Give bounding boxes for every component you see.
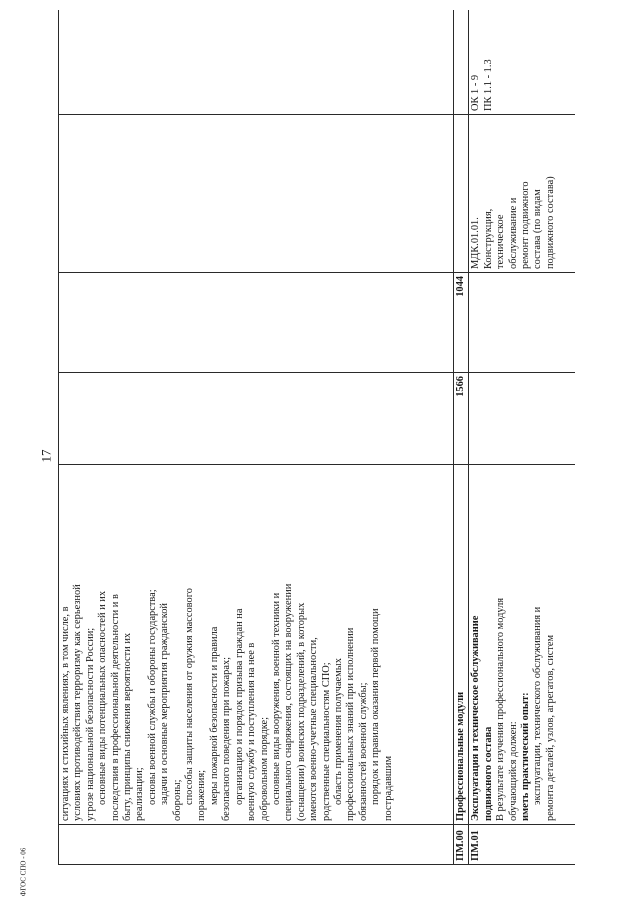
index-cell [59,825,454,865]
text-line: реализации; [134,767,146,821]
rotated-table-container [58,10,575,865]
max-hours-cell [469,373,575,465]
text-line: ситуациях и стихийных явлениях, в том числе, в [60,606,71,821]
text-line: основные виды вооружения, военной техники и [270,592,282,805]
text-line: область применения получаемых [332,658,344,805]
competency-line: ОК 1 - 9 [470,74,482,111]
max-hours-cell [59,373,454,465]
mdk-line: обслуживание и [507,197,519,269]
competencies-cell [454,10,469,115]
text-line: организацию и порядок призыва граждан на [233,608,245,805]
text-line: основы военной службы и обороны государства; [146,589,158,805]
text-line: ремонта деталей, узлов, агрегатов, систем [544,634,556,821]
text-line: способы защиты населения от оружия массового [184,588,196,805]
text-line: профессиональных знаний при исполнении [345,627,357,821]
text-line: быту, принципы снижения вероятности их [122,632,134,821]
page-number: 17 [38,449,53,463]
mdk-line: техническое [495,214,507,269]
mdk-line: Конструкция, [482,208,494,269]
text-line: эксплуатации, технического обслуживания и [532,606,544,805]
footer-label: ФГОС СПО - 06 [19,847,28,897]
text-line: обязанностей военной службы; [357,682,369,821]
mdk-line: подвижного состава) [544,176,556,269]
text-line: В результате изучения профессионального модуля [495,597,507,821]
mdk-line: состава (по видам [532,189,544,269]
module-code: ПМ.00 [454,825,469,865]
text-line: основные виды потенциальных опасностей и их [97,590,109,805]
text-line: добровольном порядке; [258,716,270,821]
text-line: последствия в профессиональной деятельности и в [109,594,121,821]
text-line: поражения; [196,769,208,821]
competency-line: ПК 1.1 - 1.3 [482,59,494,111]
table-row [59,10,454,865]
section-label: иметь практический опыт: [520,692,532,821]
description-cell [469,465,575,825]
text-line: обучающийся должен: [507,721,519,821]
text-line: порядок и правила оказания первой помощи [370,608,382,805]
module-title-line: Эксплуатация и техническое обслуживание [470,615,482,821]
text-line: родственные специальностям СПО; [320,662,332,821]
text-line: специального снаряжения, состоящих на вооружении [283,583,295,821]
competencies-cell [59,10,454,115]
class-hours-value: 1044 [454,273,469,373]
mdk-cell [59,115,454,273]
curriculum-table [58,10,575,865]
text-line: (оснащении) воинских подразделений, в которых [295,602,307,821]
text-line: безопасного поведения при пожарах; [221,656,233,821]
mdk-cell [454,115,469,273]
module-title-line: подвижного состава [482,726,494,821]
mdk-cell [469,115,575,273]
text-line: военную службу и поступления на нее в [246,642,258,821]
table-row [469,10,575,865]
text-line: угрозе национальной безопасности России; [84,627,96,821]
text-line: обороны; [171,779,183,821]
mdk-line: МДК.01.01. [470,217,482,269]
max-hours-value: 1566 [454,373,469,465]
text-line: имеются военно-учетные специальности, [308,637,320,821]
competencies-cell [469,10,575,115]
description-cell [59,465,454,825]
text-line: меры пожарной безопасности и правила [208,626,220,805]
text-line: пострадавшим [382,755,394,821]
curriculum-table-wrapper [58,10,575,865]
text-line: задачи и основные мероприятия гражданской [159,603,171,805]
module-title: Профессиональные модули [454,465,469,825]
text-line: условиях противодействия терроризму как серьезной [72,584,84,821]
module-code: ПМ.01 [469,825,575,865]
class-hours-cell [469,273,575,373]
mdk-line: ремонт подвижного [520,181,532,269]
class-hours-cell [59,273,454,373]
table-row [454,10,469,865]
